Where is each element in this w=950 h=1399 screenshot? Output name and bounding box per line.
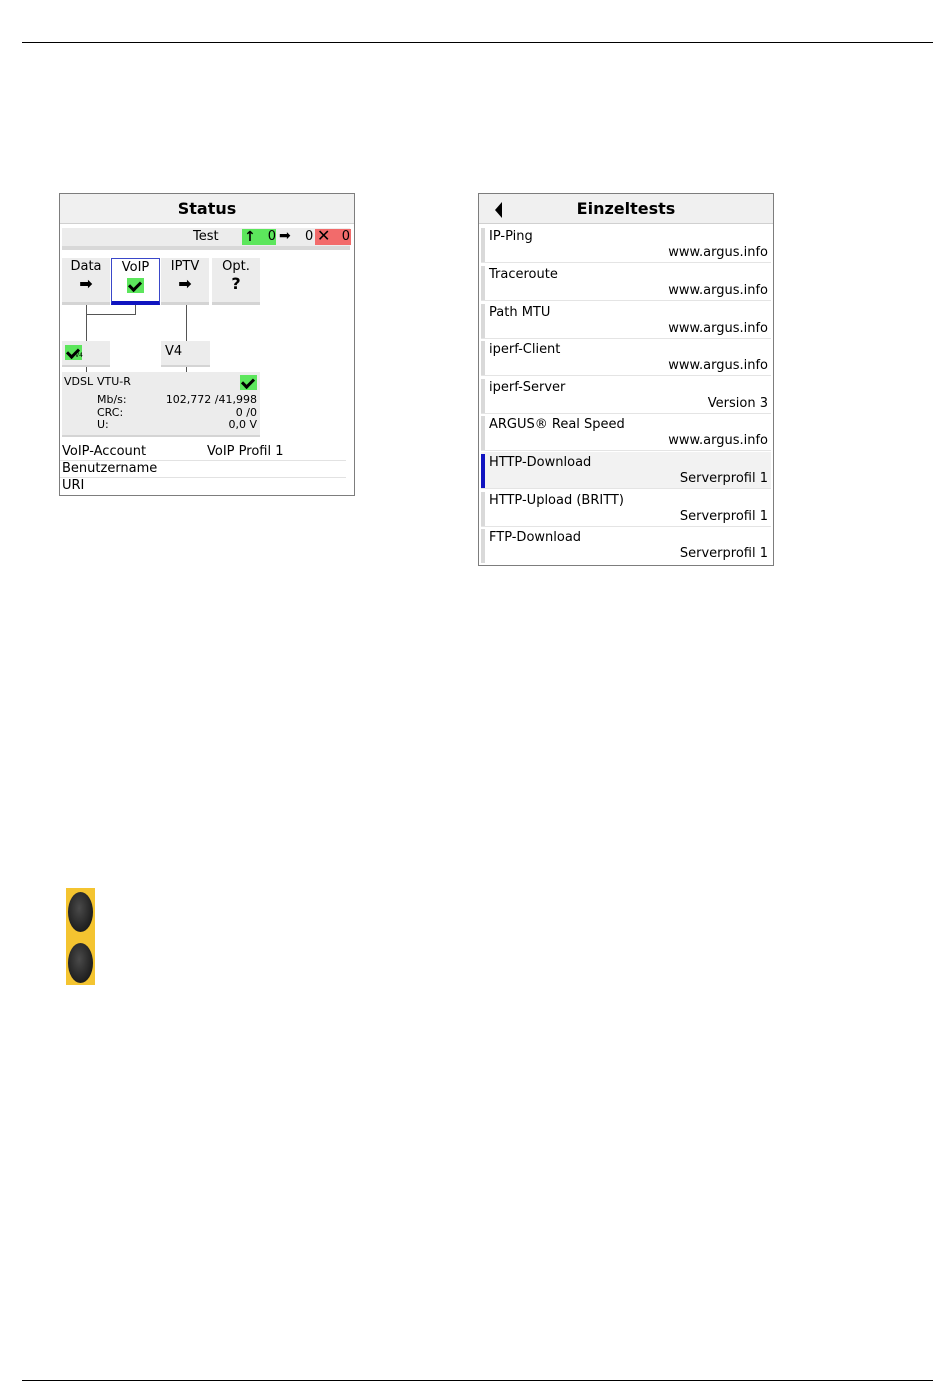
test-item-ip-ping[interactable] xyxy=(481,226,771,263)
status-screen xyxy=(59,193,355,496)
test-name: iperf-Server xyxy=(489,380,566,395)
check-icon xyxy=(240,375,257,390)
test-item-iperf-server[interactable] xyxy=(481,377,771,414)
test-item-iperf-client[interactable] xyxy=(481,339,771,376)
voip-account-row[interactable] xyxy=(60,443,346,461)
tab-label: VoIP xyxy=(121,260,150,275)
hardware-keys xyxy=(66,888,95,985)
test-item-traceroute[interactable] xyxy=(481,264,771,301)
vdsl-mode: VTU-R xyxy=(97,375,131,388)
crc-label: CRC: xyxy=(97,406,124,419)
einzeltests-screen xyxy=(478,193,774,566)
username-row[interactable] xyxy=(60,460,346,478)
test-name: Path MTU xyxy=(489,305,551,320)
v4-badge: V4 xyxy=(75,352,83,359)
einzeltests-title: Einzeltests xyxy=(576,199,676,218)
test-target: www.argus.info xyxy=(668,358,768,373)
test-target: Version 3 xyxy=(707,396,768,411)
arrow-right-icon: ➡ xyxy=(79,274,93,293)
tab-data[interactable] xyxy=(62,258,110,305)
test-name: FTP-Download xyxy=(489,530,582,545)
rate-label: Mb/s: xyxy=(97,393,127,406)
test-item-path-mtu[interactable] xyxy=(481,302,771,339)
tab-label: Opt. xyxy=(222,259,250,274)
test-target: www.argus.info xyxy=(668,433,768,448)
data-v4-box[interactable] xyxy=(62,341,110,367)
hardware-key-up[interactable] xyxy=(68,892,93,932)
row-label: Benutzername xyxy=(62,461,158,476)
connector-line xyxy=(135,305,136,314)
tab-voip[interactable] xyxy=(111,258,160,305)
ok-counter xyxy=(242,229,276,245)
row-value: VoIP Profil 1 xyxy=(207,444,284,459)
pending-count: 0 xyxy=(305,229,314,244)
test-name: ARGUS® Real Speed xyxy=(489,417,625,432)
test-target: Serverprofil 1 xyxy=(679,546,768,561)
ok-count: 0 xyxy=(267,229,276,244)
back-icon[interactable] xyxy=(495,202,502,218)
tab-label: IPTV xyxy=(170,259,200,274)
einzeltests-title-bar xyxy=(479,194,773,224)
top-rule xyxy=(22,42,933,43)
arrow-right-icon: ➡ xyxy=(178,274,192,293)
hardware-key-down[interactable] xyxy=(68,943,93,983)
selection-indicator xyxy=(481,454,485,488)
test-name: HTTP-Download xyxy=(489,455,592,470)
iptv-v4-box[interactable] xyxy=(161,341,210,367)
tab-label: Data xyxy=(70,259,102,274)
test-target: www.argus.info xyxy=(668,283,768,298)
test-item-http-upload[interactable] xyxy=(481,490,771,527)
test-target: www.argus.info xyxy=(668,245,768,260)
vdsl-label: VDSL xyxy=(64,375,94,388)
test-summary-bar xyxy=(62,228,350,250)
crc-value: 0 /0 xyxy=(235,406,257,419)
test-name: IP-Ping xyxy=(489,229,533,244)
cross-icon: ✕ xyxy=(317,226,331,245)
tab-options[interactable] xyxy=(212,258,260,305)
test-target: www.argus.info xyxy=(668,321,768,336)
vdsl-line-box[interactable] xyxy=(62,372,260,437)
test-name: HTTP-Upload (BRITT) xyxy=(489,493,624,508)
uri-row[interactable] xyxy=(60,477,346,494)
bottom-rule xyxy=(22,1380,933,1381)
connector-line xyxy=(86,305,87,341)
arrow-up-icon: ↑ xyxy=(244,229,256,245)
test-target: Serverprofil 1 xyxy=(679,471,768,486)
test-target: Serverprofil 1 xyxy=(679,509,768,524)
test-name: iperf-Client xyxy=(489,342,561,357)
voltage-value: 0,0 V xyxy=(228,418,257,431)
question-icon: ? xyxy=(231,274,241,293)
connector-line xyxy=(186,305,187,341)
voltage-label: U: xyxy=(97,418,109,431)
arrow-right-icon: ➡ xyxy=(279,228,291,244)
rate-value: 102,772 /41,998 xyxy=(165,393,257,406)
v4-label: V4 xyxy=(165,344,183,359)
connector-line xyxy=(86,314,136,315)
test-item-real-speed[interactable] xyxy=(481,414,771,451)
row-label: VoIP-Account xyxy=(62,444,147,459)
error-count: 0 xyxy=(341,229,350,244)
row-label: URI xyxy=(62,478,85,493)
status-title: Status xyxy=(60,194,354,224)
test-item-ftp-download[interactable] xyxy=(481,527,771,563)
tab-iptv[interactable] xyxy=(161,258,209,305)
test-item-http-download[interactable] xyxy=(481,452,771,489)
error-counter xyxy=(315,226,351,245)
test-label: Test xyxy=(193,229,219,244)
test-name: Traceroute xyxy=(489,267,558,282)
check-icon xyxy=(127,278,144,293)
